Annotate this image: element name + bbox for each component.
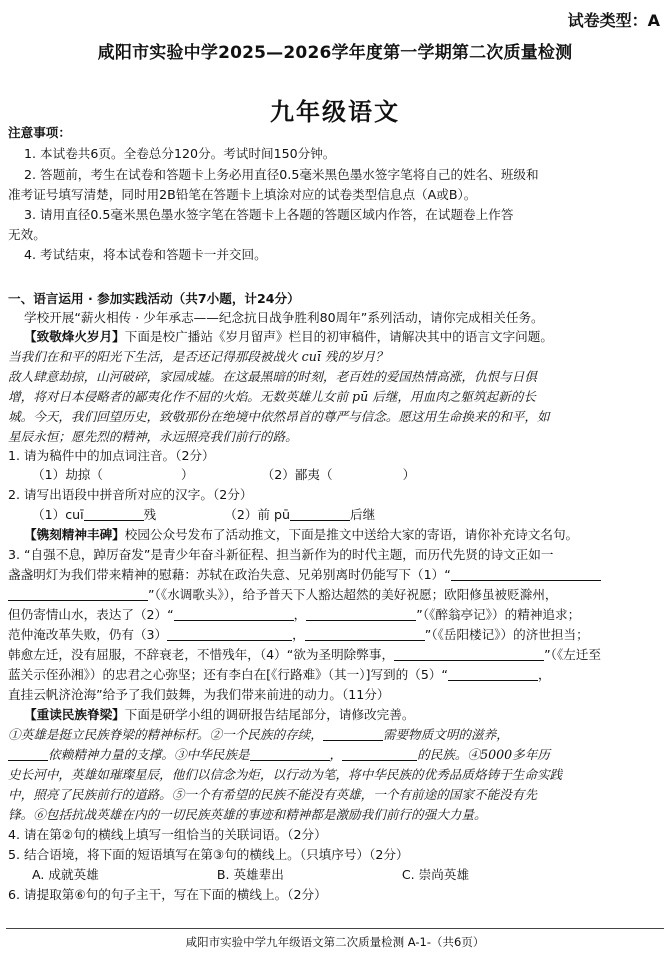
- question-1: 1. 请为稿件中的加点词注音。（2分）: [8, 448, 215, 463]
- q3-line-4: [0, 606, 670, 624]
- question-1-answers: [0, 466, 670, 484]
- report-blank-3a[interactable]: [250, 748, 330, 761]
- question-5: 5. 结合语境，将下面的短语填写在第③句的横线上。（只填序号）（2分）: [8, 847, 409, 862]
- section-intro: 学校开展“薪火相传 · 少年承志——纪念抗日战争胜利80周年”系列活动，请你完成相关任务。: [24, 310, 544, 325]
- passage-line-1: 当我们在和平的阳光下生活，是否还记得那段被战火 cuī 残的岁月？: [8, 349, 388, 364]
- q3-blank-4[interactable]: [394, 648, 544, 661]
- question-4: 4. 请在第②句的横线上填写一组恰当的关联词语。（2分）: [8, 827, 327, 842]
- report-text-1a: ①英雄是挺立民族脊梁的精神标杆。②一个民族的存续，: [8, 727, 323, 742]
- question-5-options: [0, 866, 670, 884]
- note-2a: 2. 答题前，考生在试卷和答题卡上务必用直径0.5毫米黑色墨水签字笔将自己的姓名、班级和: [24, 167, 539, 182]
- part1-text: 下面是校广播站《岁月留声》栏目的初审稿件，请解决其中的语言文字问题。: [124, 329, 553, 344]
- option-c[interactable]: C. 崇尚英雄: [401, 867, 470, 882]
- part2-text: 校园公众号发布了活动推文，下面是推文中送给大家的寄语，请你补充诗文名句。: [124, 527, 579, 542]
- note-1: 1. 本试卷共6页。全卷总分120分。考试时间150分钟。: [24, 146, 336, 161]
- q1-item-a: （1）劫掠（: [32, 467, 103, 482]
- q3-line-2: [0, 566, 670, 584]
- part2-line: [0, 526, 670, 544]
- report-text-2c: 的民族。④5000多年历: [417, 747, 550, 762]
- q3-blank-1a[interactable]: [451, 568, 601, 581]
- q3-blank-2a[interactable]: [174, 608, 294, 621]
- question-2: 2. 请写出语段中拼音所对应的汉字。（2分）: [8, 487, 253, 502]
- q3-blank-2b[interactable]: [306, 608, 416, 621]
- exam-subject: 九年级语文: [270, 98, 400, 126]
- q3-text-7b: ，: [537, 667, 551, 682]
- q3-text-5c: ”（《岳阳楼记》）的济世担当；: [424, 627, 589, 642]
- page-footer: 咸阳市实验中学九年级语文第二次质量检测 A-1-（共6页）: [185, 935, 485, 949]
- note-2b: 准考证号填写清楚，同时用2B铅笔在答题卡上填涂对应的试卷类型信息点（A或B）。: [8, 187, 477, 202]
- q3-text-5a: 范仲淹改革失败，仍有（3）: [8, 627, 168, 642]
- q3-line-3: [0, 586, 670, 604]
- q3-blank-3b[interactable]: [305, 628, 425, 641]
- part2-tag: 【镌刻精神丰碑】: [24, 527, 125, 542]
- report-text-2b: ，: [329, 747, 343, 762]
- q1-item-b: （2）鄙夷（: [261, 467, 333, 482]
- q3-line-5: [0, 626, 670, 644]
- q2-item-b: （2）前 pū: [224, 507, 291, 522]
- report-blank-2a[interactable]: [323, 728, 383, 741]
- q3-text-4b: ，: [293, 607, 307, 622]
- q2-item-b-end: 后继: [350, 507, 376, 522]
- q3-line-7: [0, 666, 670, 684]
- passage-line-3: 增，将对日本侵略者的鄙夷化作不屈的火焰。无数英雄儿女前 pū 后继，用血肉之躯筑起新的长: [8, 389, 536, 404]
- q2-item-a-end: 残: [143, 507, 157, 522]
- q1-item-a-end: ）: [180, 467, 194, 482]
- q3-text-4c: ”（《醉翁亭记》）的精神追求；: [416, 607, 581, 622]
- paper-type-label: 试卷类型：A: [567, 11, 660, 30]
- q3-line-6: [0, 646, 670, 664]
- question-2-answers: [0, 506, 670, 524]
- report-text-2a: 依赖精神力量的支撑。③中华民族是: [48, 747, 250, 762]
- report-line-3: 史长河中，英雄如璀璨星辰，他们以信念为炬，以行动为笔，将中华民族的优秀品质烙铸于生命实践: [8, 767, 563, 782]
- report-line-4: 中，照亮了民族前行的道路。⑤一个有希望的民族不能没有英雄，一个有前途的国家不能没有先: [8, 787, 537, 802]
- note-4: 4. 考试结束，将本试卷和答题卡一并交回。: [24, 247, 267, 262]
- q3-text-5b: ，: [292, 627, 305, 642]
- q3-blank-1b[interactable]: [8, 588, 148, 601]
- q3-text-7a: 蓝关示侄孙湘》）的忠君之心弥坚；还有李白在[《行路难》（其一）]写到的（5）“: [8, 667, 448, 682]
- q3-text-2: 盏盏明灯为我们带来精神的慰藉：苏轼在政治失意、兄弟别离时仍能写下（1）“: [8, 567, 451, 582]
- question-6: 6. 请提取第⑥句的句子主干，写在下面的横线上。（2分）: [8, 887, 327, 902]
- part3-tag: 【重读民族脊梁】: [24, 707, 125, 722]
- passage-line-2: 敌人肆意劫掠，山河破碎，家园成墟。在这最黑暗的时刻，老百姓的爱国热情高涨，仇恨与日俱: [8, 369, 537, 384]
- report-line-1: [0, 726, 670, 744]
- report-line-2: [0, 746, 670, 764]
- q3-text-4a: 但仍寄情山水，表达了（2）“: [8, 607, 174, 622]
- passage-line-4: 城。今天，我们回望历史，致敬那份在绝境中依然昂首的尊严与信念。愿这用生命换来的和平，如: [8, 409, 550, 424]
- q3-line-1: 3. “自强不息，踔厉奋发”是青少年奋斗新征程、担当新作为的时代主题，而历代先贤的诗文正如一: [8, 547, 554, 562]
- q1-item-b-end: ）: [402, 467, 416, 482]
- q2-item-a: （1）cuī: [32, 507, 84, 522]
- exam-title: 咸阳市实验中学2025—2026学年度第一学期第二次质量检测: [97, 43, 573, 63]
- part1-line: [0, 328, 670, 346]
- report-blank-2b[interactable]: [8, 748, 48, 761]
- notes-heading: 注意事项：: [8, 125, 71, 140]
- footer-divider: [6, 928, 664, 929]
- q3-blank-3a[interactable]: [167, 628, 292, 641]
- section-heading: 一、语言运用 · 参加实践活动（共7小题，计24分）: [8, 291, 300, 306]
- report-text-1b: 需要物质文明的滋养，: [382, 727, 509, 742]
- q3-blank-5[interactable]: [448, 668, 538, 681]
- q2-answer-b[interactable]: [290, 508, 350, 521]
- note-3b: 无效。: [8, 227, 46, 242]
- q1-answer-b[interactable]: [333, 469, 403, 481]
- q3-text-3: ”（《水调歌头》），给予普天下人豁达超然的美好祝愿；欧阳修虽被贬滁州，: [148, 587, 558, 602]
- note-3a: 3. 请用直径0.5毫米黑色墨水签字笔在答题卡上各题的答题区域内作答，在试题卷上作答: [24, 207, 514, 222]
- q3-line-8: 直挂云帆济沧海”给予了我们鼓舞，为我们带来前进的动力。（11分）: [8, 687, 390, 702]
- report-blank-3b[interactable]: [342, 748, 417, 761]
- report-line-5: 锋。⑥包括抗战英雄在内的一切民族英雄的事迹和精神都是激励我们前行的强大力量。: [8, 807, 487, 822]
- q1-answer-a[interactable]: [103, 469, 181, 481]
- q2-answer-a[interactable]: [84, 508, 144, 521]
- part3-text: 下面是研学小组的调研报告结尾部分，请修改完善。: [124, 707, 415, 722]
- q3-text-6b: ”（《左迁至: [544, 647, 601, 662]
- option-a[interactable]: A. 成就英雄: [32, 867, 99, 882]
- passage-line-5: 星辰永恒；愿先烈的精神，永远照亮我们前行的路。: [8, 429, 298, 444]
- q3-text-6a: 韩愈左迁，没有屈服，不辞衰老，不惜残年，（4）“欲为圣明除弊事，: [8, 647, 395, 662]
- part1-tag: 【致敬烽火岁月】: [24, 329, 125, 344]
- option-b[interactable]: B. 英雄辈出: [216, 867, 284, 882]
- part3-line: [0, 706, 670, 724]
